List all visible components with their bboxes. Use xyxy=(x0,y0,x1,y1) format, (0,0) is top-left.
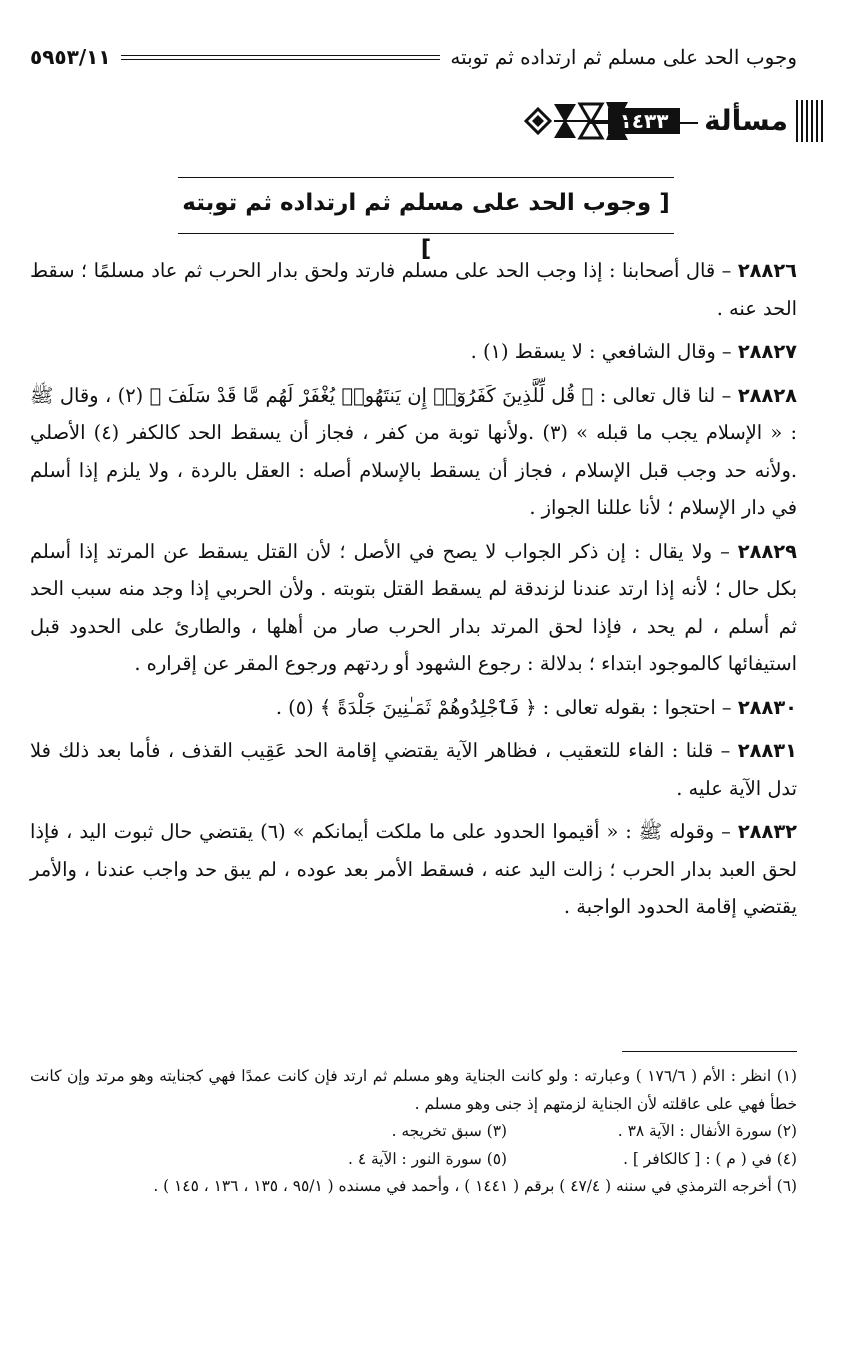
footnote-4: (٤) في ( م ) : [ كالكافر ] . xyxy=(623,1149,797,1168)
paragraph-number: ٢٨٨٢٩ xyxy=(737,539,797,563)
running-header-rule xyxy=(121,55,441,60)
banner-label: مسألة xyxy=(704,104,788,137)
issue-banner xyxy=(520,96,826,146)
paragraph xyxy=(30,333,797,371)
paragraph-number: ٢٨٨٣١ xyxy=(737,739,797,762)
paragraph xyxy=(30,732,797,807)
paragraph xyxy=(30,377,797,527)
footnote-1: (١) انظر : الأم ( ١٧٦/٦ ) وعبارته : ولو كانت الجناية وهو مسلم ثم ارتد فإن كانت عمدًا فهي كجنايته وهو مرتد وإن كانت خطأ فهي على عاقلته لأن الجناية لزمتهم إذ جنى وهو مسلم . xyxy=(30,1067,797,1113)
paragraph-number: ٢٨٨٢٦ xyxy=(737,259,798,282)
paragraph-number: ٢٨٨٣٢ xyxy=(737,820,797,843)
footnote-3: (٣) سبق تخريجه . xyxy=(391,1122,507,1140)
ornament-icon xyxy=(520,96,630,146)
paragraph-number: ٢٨٨٣٠ xyxy=(737,695,797,719)
chapter-title: [ وجوب الحد على مسلم ثم ارتداده ثم توبته ] xyxy=(182,190,670,262)
paragraph-text: – احتجوا : بقوله تعالى : xyxy=(536,695,732,719)
footnote-6: (٦) أخرجه الترمذي في سننه ( ٤٧/٤ ) برقم ( ١٤٤١ ) ، وأحمد في مسنده ( ٩٥/١ ، ١٣٥ ، ١٣٦ ، ١٤٥ ) . xyxy=(153,1177,797,1195)
paragraph-text: (٢) ، وقال ﷺ : « الإسلام يجب ما قبله » (٣) .ولأنها توبة من كفر ، فجاز أن يسقط الحد كالكفر (٤) الأصلي .ولأنه حد وجب قبل الإسلام ، فجاز أن يسقط بالإسلام أصله : العقل بالردة ، ولا يلزم إذا أسلم في دار الإسلام ؛ لأنا عللنا الجواز . xyxy=(30,383,797,519)
title-rule-top xyxy=(178,177,674,178)
paragraph xyxy=(30,252,797,327)
paragraph-text: – ولا يقال : إن ذكر الجواب لا يصح في الأصل ؛ لأن القتل يسقط عن المرتد إذا أسلم بكل حال ؛ لأنه إذا ارتد عندنا لزندقة لم يسقط القتل بتوبته . ولأن الحربي إذا وجد منه سبب الحد ثم أسلم ، لم يحد ، فإذا لحق المرتد بدار الحرب صار من أهلها ، والطارئ على الحدود قبل استيفائها كالموجود ابتداء ؛ بدلالة : رجوع الشهود أو ردتهم ورجوع المقر عن إقراره . xyxy=(30,539,797,675)
paragraph-number: ٢٨٨٢٧ xyxy=(737,340,797,363)
banner-stripes xyxy=(796,100,826,142)
paragraph xyxy=(30,813,797,926)
running-header xyxy=(30,40,797,74)
paragraph-text: – قال أصحابنا : إذا وجب الحد على مسلم فارتد ولحق بدار الحرب ثم عاد مسلمًا ؛ سقط الحد عنه . xyxy=(30,259,797,320)
banner-number: ١٤٣٣ xyxy=(608,108,680,134)
running-header-page-ref: ٥٩٥٣/١١ xyxy=(30,45,111,69)
main-text xyxy=(30,252,797,932)
paragraph xyxy=(30,689,797,727)
footnote-row xyxy=(30,1118,797,1146)
paragraph-text: (٥) . xyxy=(275,695,320,719)
running-header-title: وجوب الحد على مسلم ثم ارتداده ثم توبته xyxy=(450,45,797,69)
footnotes xyxy=(30,1063,797,1201)
title-rule-bottom xyxy=(178,233,674,234)
footnote-rule xyxy=(622,1051,797,1052)
paragraph-number: ٢٨٨٢٨ xyxy=(737,383,797,407)
paragraph-text: – وقال الشافعي : لا يسقط (١) . xyxy=(470,340,732,363)
paragraph-text: – قلنا : الفاء للتعقيب ، فظاهر الآية يقتضي إقامة الحد عَقِيب القذف ، فأما بعد ذلك فلا تدل الآية عليه . xyxy=(30,739,797,800)
footnote-2: (٢) سورة الأنفال : الآية ٣٨ . xyxy=(617,1122,797,1140)
paragraph xyxy=(30,533,797,683)
paragraph-text: – وقوله ﷺ : « أقيموا الحدود على ما ملكت أيمانكم » (٦) يقتضي حال ثبوت اليد ، فإذا لحق العبد بدار الحرب ؛ زالت اليد عنه ، فسقط الأمر بعد عوده ، لم يبق حد واجب عندنا ، والأمر يقتضي إقامة الحدود الواجبة . xyxy=(30,820,797,918)
footnote-row xyxy=(30,1146,797,1174)
paragraph-text: – لنا قال تعالى : xyxy=(593,383,732,407)
quran-verse: ﴿ فَٱجْلِدُوهُمْ ثَمَـٰنِينَ جَلْدَةً ﴾ xyxy=(319,695,537,719)
quran-verse: ﴿ قُل لِّلَّذِينَ كَفَرُوٓا۟ إِن يَنتَهُوا۟ يُغْفَرْ لَهُم مَّا قَدْ سَلَفَ ﴾ xyxy=(149,383,594,407)
footnote-5: (٥) سورة النور : الآية ٤ . xyxy=(348,1149,507,1168)
